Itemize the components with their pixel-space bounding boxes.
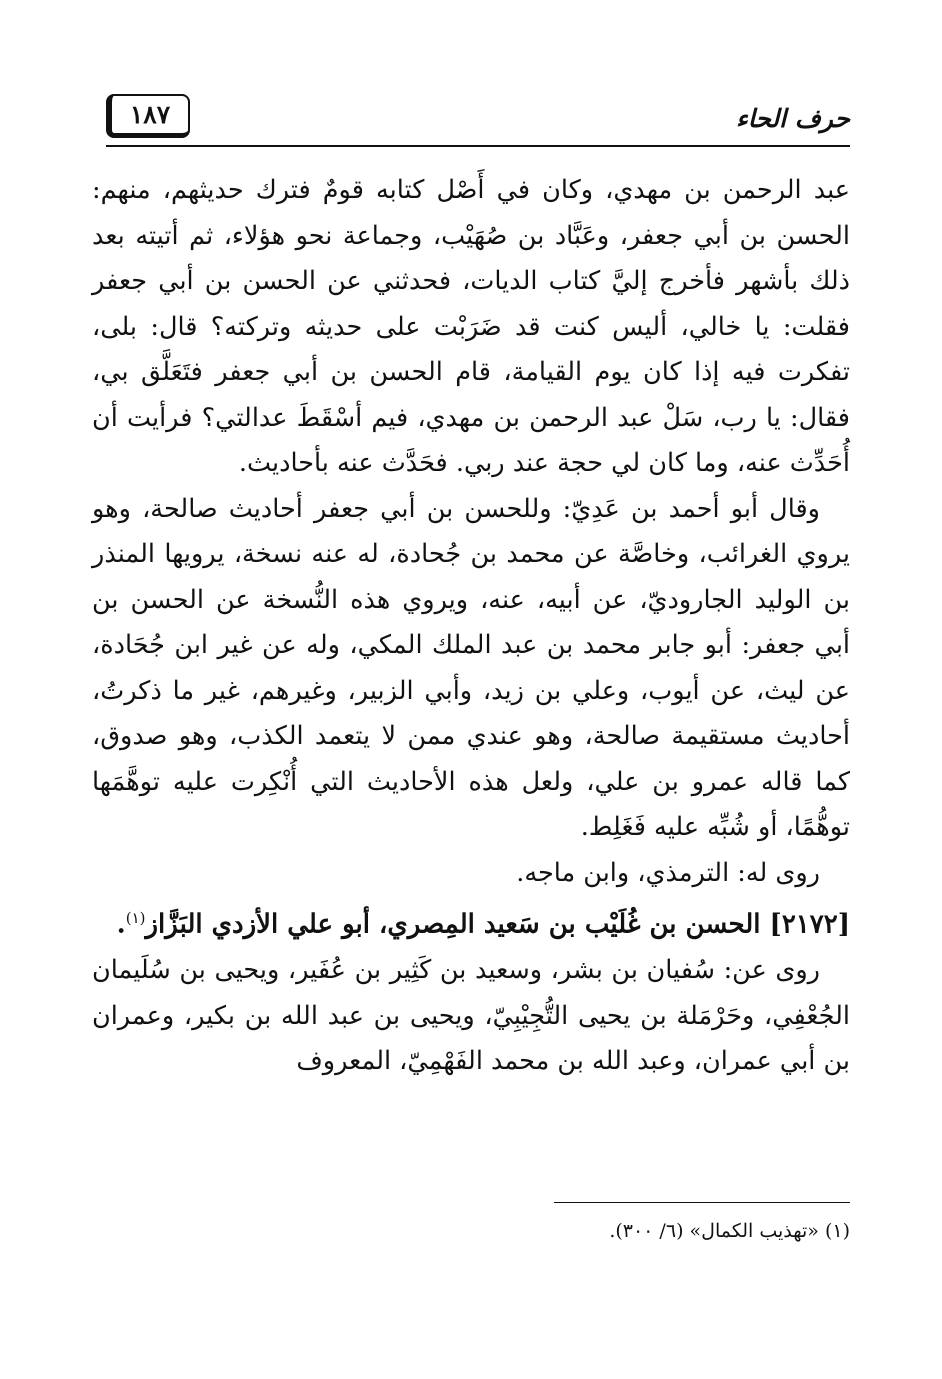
- paragraph-4: روى عن: سُفيان بن بشر، وسعيد بن كَثِير بن عُفَير، ويحيى بن سُلَيمان الجُعْفِي، وحَرْمَلة بن يحيى التُّجِيْبِيّ، ويحيى بن عبد الله بن بكير، وعمران بن أبي عمران، وعبد الله بن محمد الفَهْمِيّ، المعروف: [92, 955, 850, 1077]
- paragraph-3: روى له: الترمذي، وابن ماجه.: [516, 857, 820, 888]
- running-header-title: حرف الحاء: [736, 104, 850, 133]
- footnote-reference: (١): [125, 909, 146, 927]
- header-divider: [106, 145, 850, 147]
- footnote: (١) «تهذيب الكمال» (٦/ ٣٠٠).: [609, 1220, 850, 1242]
- paragraph-2: وقال أبو أحمد بن عَدِيّ: وللحسن بن أبي جعفر أحاديث صالحة، وهو يروي الغرائب، وخاصَّة عن محمد بن جُحادة، له عنه نسخة، يرويها المنذر بن الوليد الجاروديّ، عن أبيه، عنه، ويروي هذه النُّسخة عن الحسن بن أبي جعفر: أبو جابر محمد بن عبد الملك المكي، وله عن غير ابن جُحَادة، عن ليث، عن أيوب، وعلي بن زيد، وأبي الزبير، وغيرهم، غير ما ذكرتُ، أحاديث مستقيمة صالحة، وهو عندي ممن لا يتعمد الكذب، وهو صدوق، كما قاله عمرو بن علي، ولعل هذه الأحاديث التي أُنْكِرت عليه توهَّمَها توهُّمًا، أو شُبِّه عليه فَغَلِط.: [92, 493, 850, 842]
- main-text: [92, 168, 850, 1085]
- page-number: ١٨٧: [106, 94, 190, 138]
- entry-heading-text: [٢١٧٢] الحسن بن غُلَيْب بن سَعيد المِصري، أبو علي الأزدي البَزَّاز: [145, 909, 850, 940]
- entry-heading: [92, 896, 850, 948]
- entry-heading-end: .: [116, 909, 126, 940]
- footnote-divider: [554, 1202, 850, 1203]
- paragraph-1: عبد الرحمن بن مهدي، وكان في أَصْل كتابه قومٌ فترك حديثهم، منهم: الحسن بن أبي جعفر، وعَبَّاد بن صُهَيْب، وجماعة نحو هؤلاء، ثم أتيته بعد ذلك بأشهر فأخرج إليَّ كتاب الديات، فحدثني عن الحسن بن أبي جعفر فقلت: يا خالي، أليس كنت قد ضَرَبْت على حديثه وتركته؟ قال: بلى، تفكرت فيه إذا كان يوم القيامة، قام الحسن بن أبي جعفر فتَعَلَّق بي، فقال: يا رب، سَلْ عبد الرحمن بن مهدي، فيم أسْقَطَ عدالتي؟ فرأيت أن أُحَدِّث عنه، وما كان لي حجة عند ربي. فحَدَّث عنه بأحاديث.: [92, 175, 850, 478]
